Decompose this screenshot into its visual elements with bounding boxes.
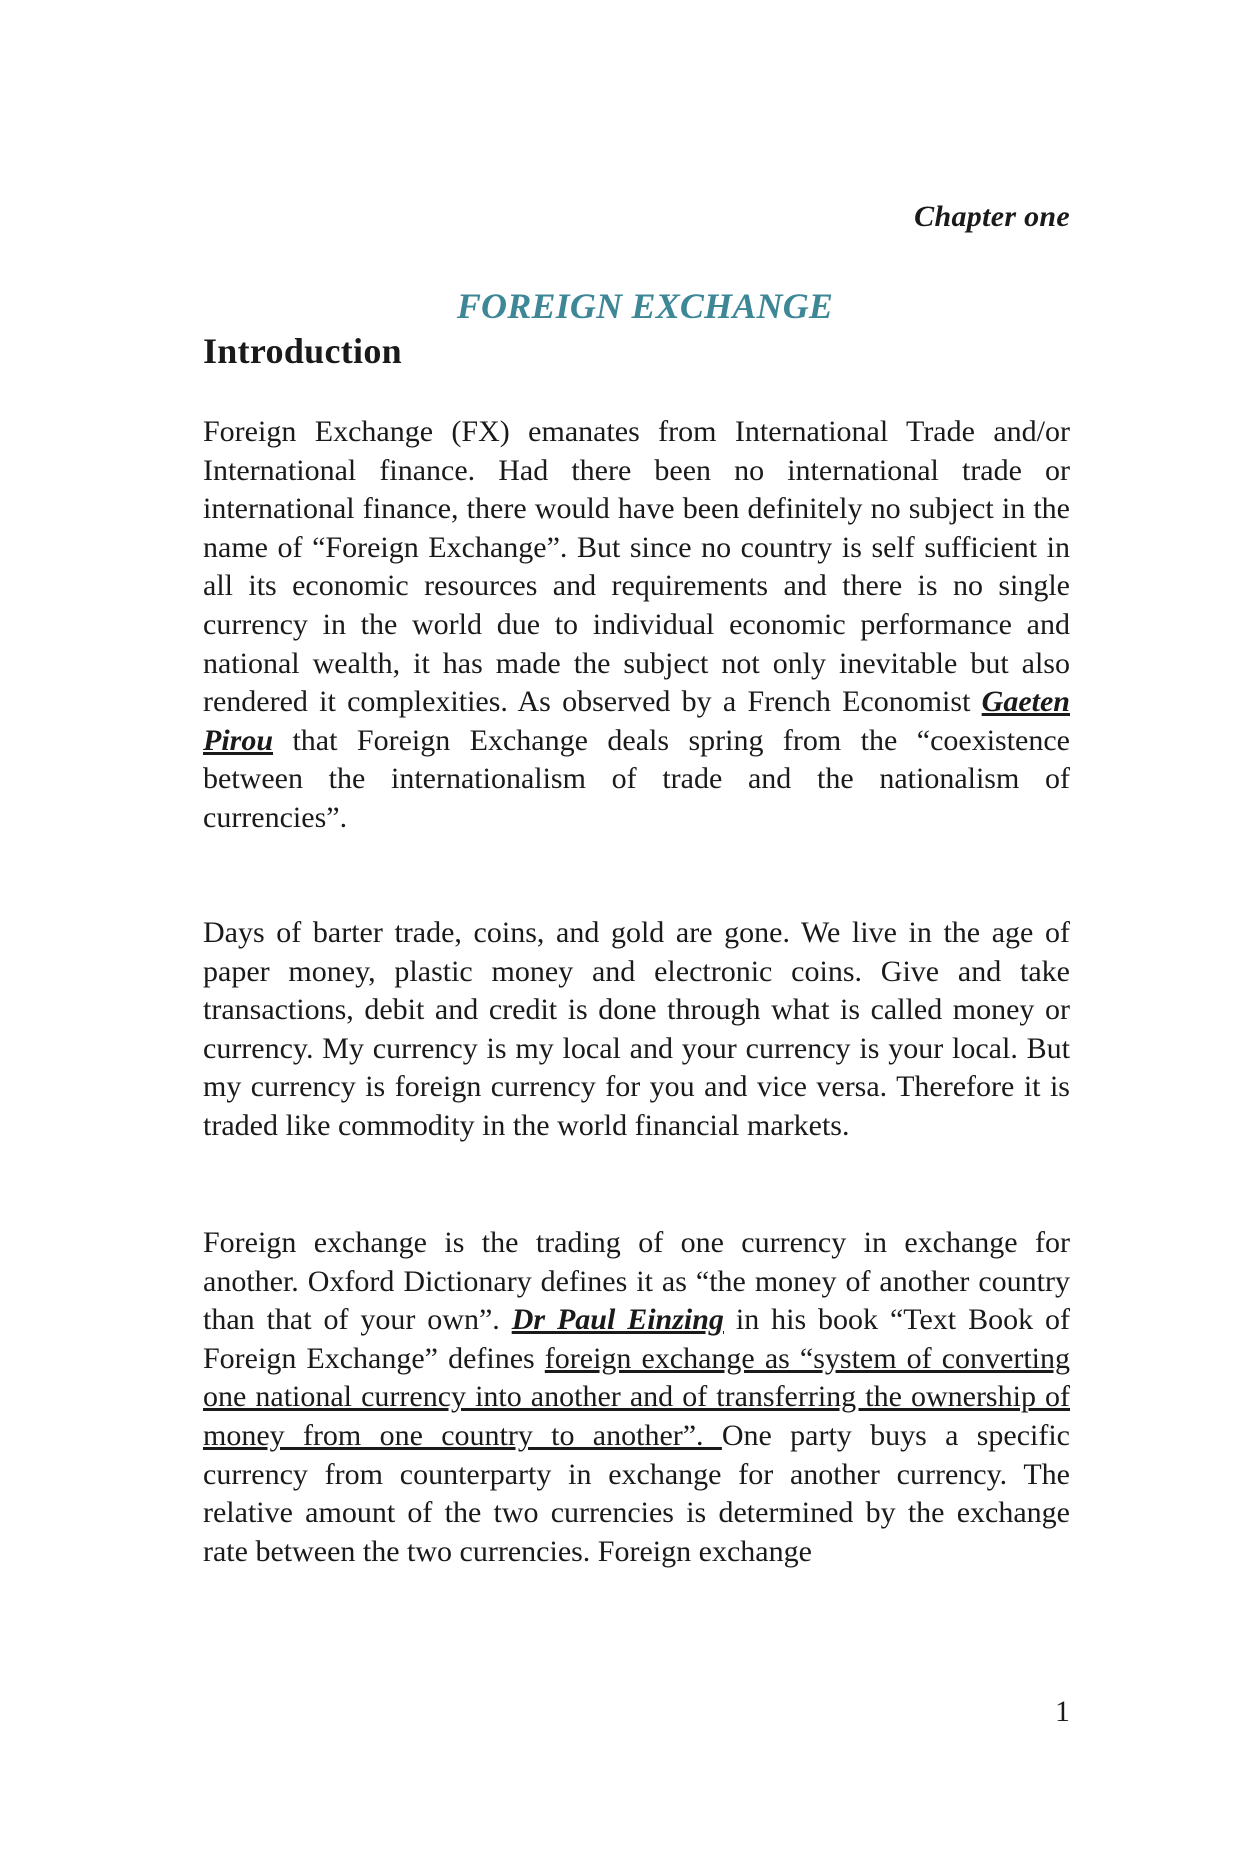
page-number: 1 [1055, 1695, 1070, 1728]
paragraph-1-text-b: that Foreign Exchange deals spring from the “coexistence between the internationalism of trade and the nationalism of currencies”. [203, 723, 1070, 834]
paragraph-3-text-a: Foreign exchange is the trading of one currency in exchange for another. Oxford Dictionary defines it as “the money of another country than that of your own”. [203, 1226, 1070, 1337]
paragraph-1 [203, 413, 1070, 838]
paragraph-3 [203, 1224, 1070, 1571]
paragraph-3-text-b: in his book “Text Book of Foreign Exchange” defines [203, 1303, 1070, 1375]
author-reference-pirou: Gaeten Pirou [203, 685, 1070, 757]
author-reference-einzing: Dr Paul Einzing [511, 1303, 724, 1337]
page-title [0, 285, 1260, 327]
paragraph-1-text-a: Foreign Exchange (FX) emanates from International Trade and/or International finance. Had there been no international trade or international finance, there would have been definitely no subject in the name of “Foreign Exchange”. But since no country is self sufficient in all its economic resources and requirements and there is no single currency in the world due to individual economic performance and national wealth, it has made the subject not only inevitable but also rendered it complexities. As observed by a French Economist [203, 415, 1070, 719]
paragraph-2: Days of barter trade, coins, and gold are gone. We live in the age of paper money, plastic money and electronic coins. Give and take transactions, debit and credit is done through what is called money or currency. My currency is my local and your currency is your local. But my currency is foreign currency for you and vice versa. Therefore it is traded like commodity in the world financial markets. [203, 916, 1070, 1142]
paragraph-3-text-c: One party buys a specific currency from counterparty in exchange for another currency. The relative amount of the two currencies is determined by the exchange rate between the two currencies. Foreign exchange [203, 1418, 1070, 1568]
section-heading: Introduction [203, 331, 402, 371]
definition-underlined: foreign exchange as “system of converting one national currency into another and of transferring the ownership of money from one country to another”. [203, 1341, 1070, 1452]
page-title-text: FOREIGN EXCHANGE [456, 286, 834, 326]
chapter-label: Chapter one [914, 200, 1070, 233]
